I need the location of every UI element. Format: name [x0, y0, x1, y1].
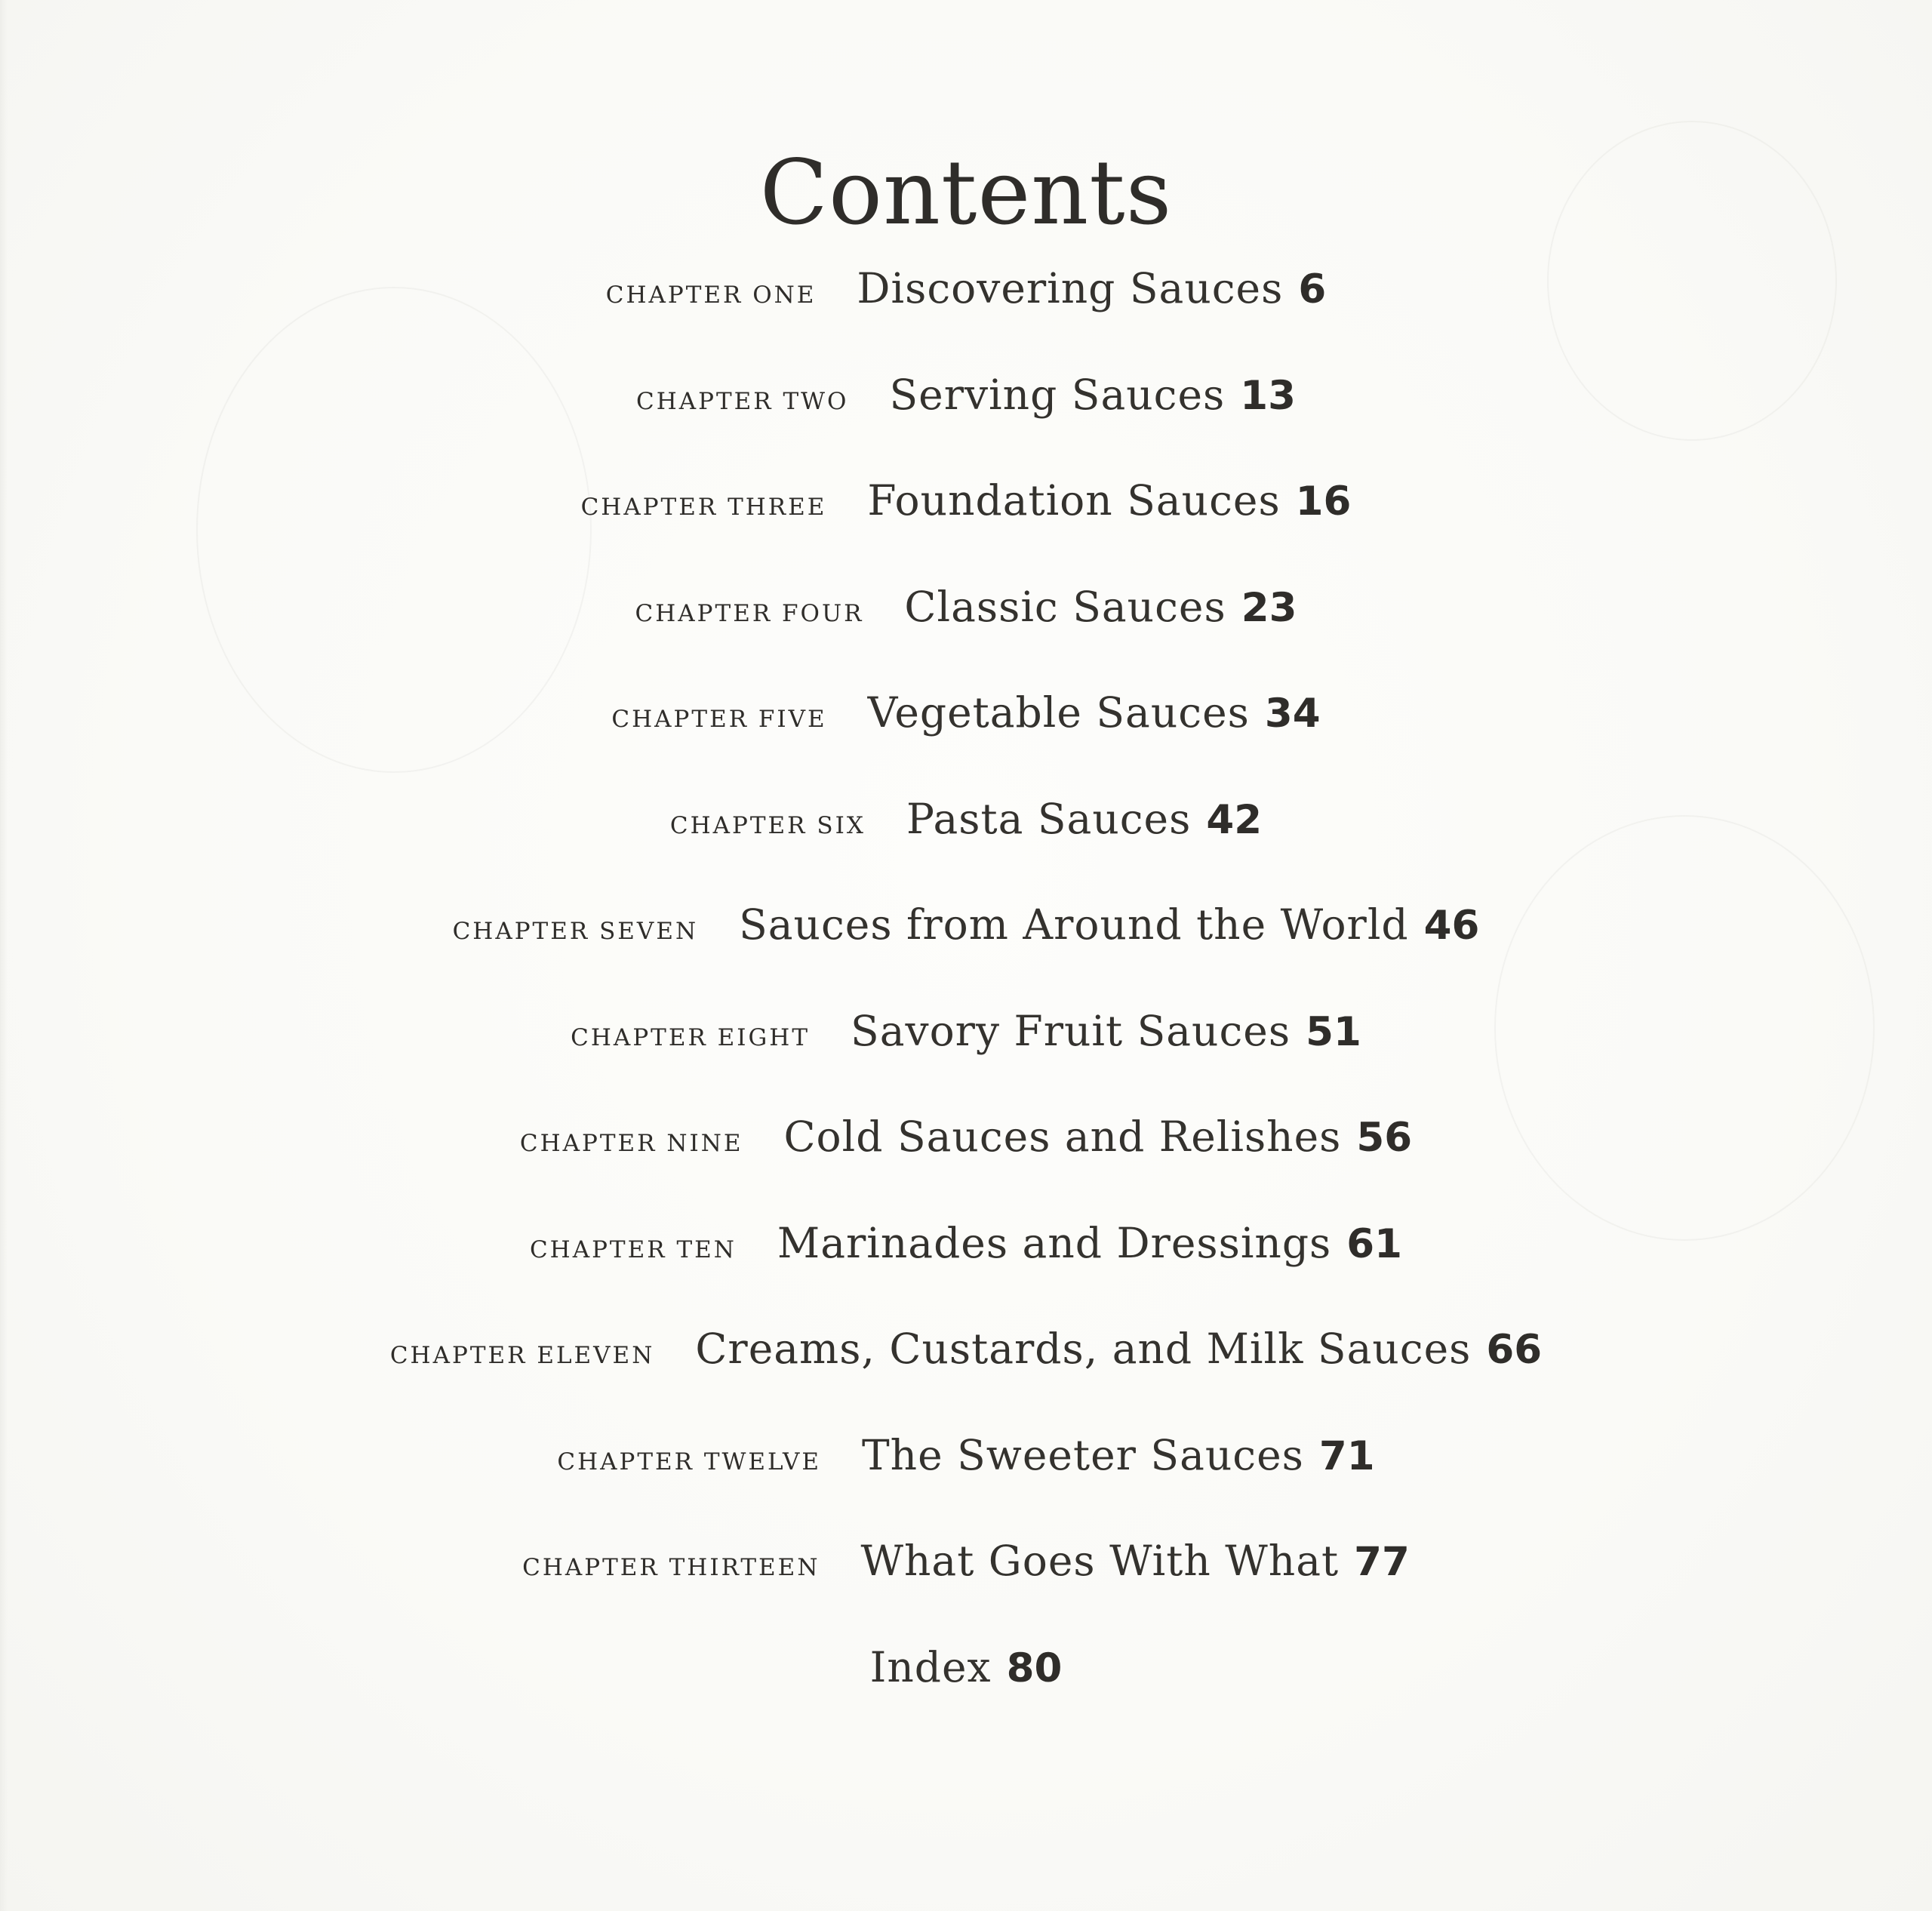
- toc-entry: [0, 900, 1932, 976]
- chapter-page-number: 46: [1423, 903, 1480, 949]
- chapter-label: CHAPTER TWELVE: [557, 1448, 821, 1476]
- chapter-label: CHAPTER THREE: [580, 494, 827, 521]
- chapter-page-number: 6: [1298, 266, 1327, 312]
- chapter-title: Foundation Sauces: [867, 476, 1281, 525]
- chapter-label: CHAPTER EIGHT: [571, 1023, 811, 1051]
- chapter-title: Serving Sauces: [889, 370, 1226, 419]
- toc-entry: [0, 1219, 1932, 1294]
- toc-entry: [0, 1007, 1932, 1082]
- chapter-title: Cold Sauces and Relishes: [783, 1112, 1342, 1161]
- chapter-title: Marinades and Dressings: [777, 1218, 1332, 1267]
- chapter-title: Discovering Sauces: [857, 264, 1284, 312]
- chapter-label: CHAPTER NINE: [519, 1130, 743, 1157]
- chapter-page-number: 23: [1241, 584, 1297, 631]
- chapter-label: CHAPTER TEN: [529, 1236, 737, 1263]
- toc-entry: [0, 476, 1932, 552]
- chapter-page-number: 16: [1295, 479, 1352, 525]
- chapter-page-number: 71: [1318, 1432, 1375, 1479]
- chapter-page-number: 51: [1306, 1008, 1361, 1055]
- chapter-title: Classic Sauces: [904, 582, 1226, 631]
- chapter-label: CHAPTER SEVEN: [452, 918, 699, 945]
- page-title: Contents: [759, 140, 1173, 245]
- toc-entry: [0, 795, 1932, 870]
- toc-entry: [0, 1643, 1932, 1719]
- chapter-title: Creams, Custards, and Milk Sauces: [695, 1325, 1472, 1373]
- toc-entry: [0, 688, 1932, 764]
- toc-entry: [0, 1431, 1932, 1506]
- chapter-label: CHAPTER FIVE: [611, 706, 827, 733]
- chapter-title: Index: [869, 1642, 992, 1691]
- chapter-title: Vegetable Sauces: [867, 688, 1250, 737]
- chapter-page-number: 77: [1354, 1539, 1410, 1585]
- toc-entry: [0, 264, 1932, 340]
- toc-entry: [0, 1537, 1932, 1612]
- toc-entry: [0, 1112, 1932, 1188]
- toc-entry: [0, 583, 1932, 658]
- chapter-title: The Sweeter Sauces: [861, 1430, 1304, 1479]
- toc-entry: [0, 1325, 1932, 1400]
- chapter-label: CHAPTER TWO: [636, 387, 849, 415]
- chapter-page-number: 80: [1006, 1645, 1063, 1691]
- chapter-page-number: 66: [1486, 1327, 1543, 1373]
- toc-entry: [0, 371, 1932, 446]
- chapter-title: Pasta Sauces: [906, 794, 1192, 843]
- chapter-page-number: 13: [1240, 372, 1296, 419]
- chapter-title: Savory Fruit Sauces: [851, 1006, 1291, 1055]
- chapter-label: CHAPTER ONE: [605, 282, 817, 309]
- chapter-label: CHAPTER SIX: [669, 811, 866, 839]
- chapter-page-number: 56: [1356, 1115, 1413, 1161]
- chapter-page-number: 61: [1346, 1220, 1403, 1267]
- chapter-page-number: 42: [1206, 796, 1263, 843]
- chapter-label: CHAPTER FOUR: [635, 599, 864, 627]
- chapter-title: What Goes With What: [860, 1537, 1340, 1585]
- chapter-label: CHAPTER THIRTEEN: [522, 1554, 820, 1581]
- chapter-page-number: 34: [1264, 691, 1321, 737]
- chapter-label: CHAPTER ELEVEN: [389, 1342, 655, 1369]
- chapter-title: Sauces from Around the World: [739, 900, 1409, 949]
